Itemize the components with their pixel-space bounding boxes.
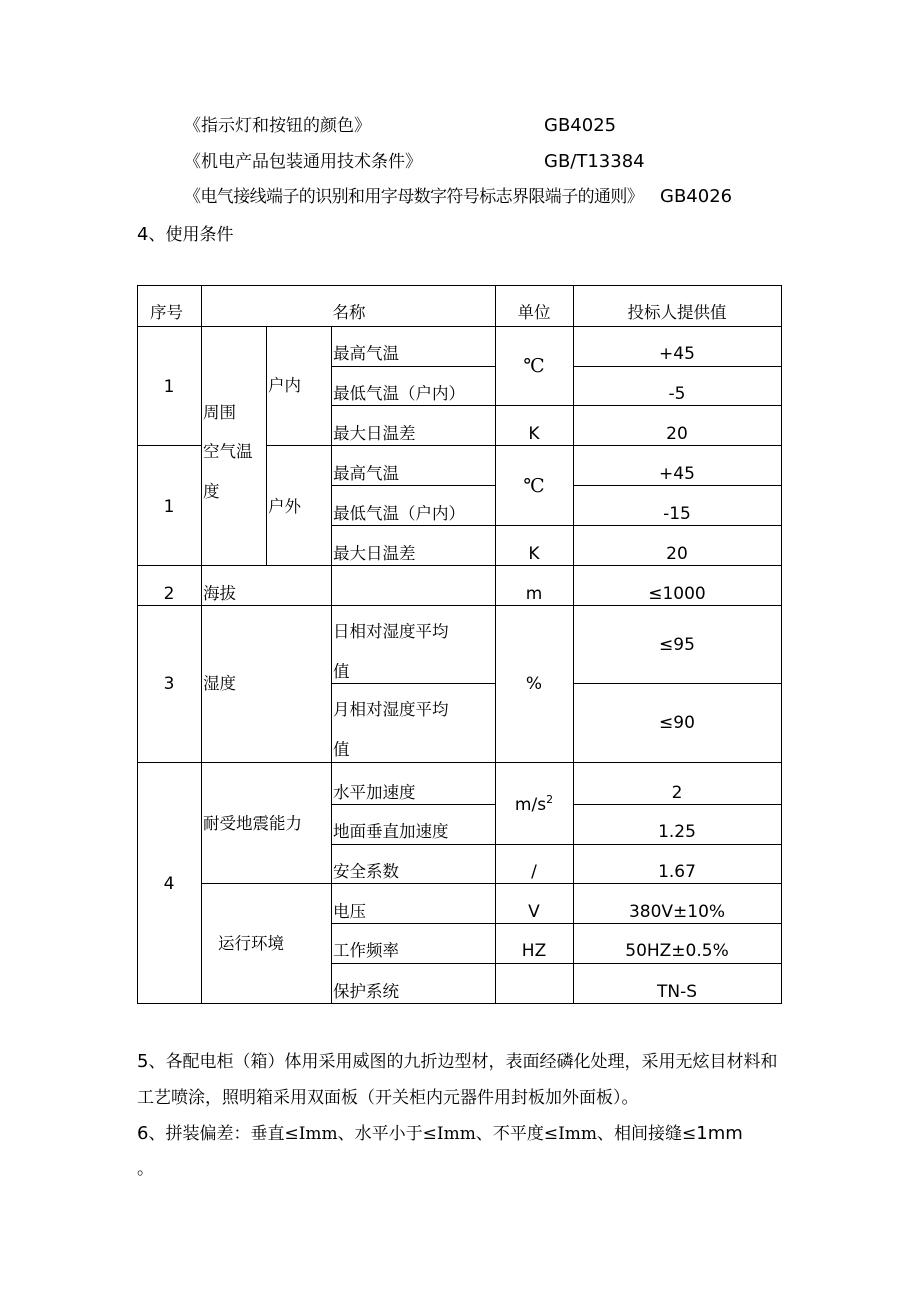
seismic-unit-exponent: 2	[546, 793, 554, 806]
humidity-item-month-b: 值	[333, 740, 350, 759]
indoor-unit-diff: K	[528, 424, 540, 444]
seismic-unit-accel	[515, 795, 553, 815]
header-unit: 单位	[517, 303, 551, 322]
indoor-label: 户内	[268, 376, 301, 395]
indoor-value-diff: 20	[666, 424, 688, 444]
indoor-item-max: 最高气温	[333, 344, 399, 363]
section-6-line2: 。	[137, 1159, 154, 1179]
standard-title-2: 《机电产品包装通用技术条件》	[184, 152, 422, 172]
section-6-tail: 1mm	[696, 1123, 743, 1144]
operation-item-protection: 保护系统	[333, 982, 399, 1001]
outdoor-label: 户外	[268, 497, 301, 516]
outdoor-unit-temp: ℃	[523, 475, 545, 497]
section-4-heading	[137, 224, 233, 246]
seismic-item-safety: 安全系数	[333, 862, 399, 881]
operation-unit-frequency: HZ	[521, 941, 547, 961]
humidity-item-month-a: 月相对湿度平均	[333, 700, 449, 719]
humidity-value-month: ≤90	[659, 713, 695, 733]
seismic-item-vertical: 地面垂直加速度	[333, 822, 449, 841]
outdoor-item-min: 最低气温（户内）	[333, 504, 465, 523]
header-seq: 序号	[150, 303, 183, 322]
outdoor-item-diff: 最大日温差	[333, 544, 416, 563]
section-4-title: 、使用条件	[148, 225, 234, 245]
standard-title-1: 《指示灯和按钮的颜色》	[184, 116, 371, 136]
section-6-number: 6	[137, 1123, 149, 1144]
seismic-unit-safety: /	[531, 862, 537, 882]
section-5-number: 5	[137, 1051, 149, 1072]
conditions-table	[137, 285, 782, 1004]
standard-code-2: GB/T13384	[544, 151, 645, 172]
operation-name: 运行环境	[218, 934, 284, 953]
altitude-value: ≤1000	[648, 584, 706, 604]
section-6-line1	[137, 1123, 743, 1145]
indoor-value-max: +45	[659, 344, 695, 364]
indoor-value-min: -5	[668, 384, 686, 404]
section-4-number: 4	[137, 224, 149, 245]
indoor-item-diff: 最大日温差	[333, 424, 416, 443]
altitude-seq: 2	[163, 584, 175, 604]
section-5-text: 、各配电柜（箱）体用采用威图的九折边型材，表面经磷化处理，采用无炫目材料和	[148, 1052, 778, 1072]
ambient-group-line2: 空气温	[203, 442, 253, 461]
humidity-name: 湿度	[203, 674, 236, 693]
section-5-line1	[137, 1051, 777, 1073]
seismic-value-horizontal: 2	[671, 783, 683, 803]
header-name: 名称	[332, 303, 366, 322]
indoor-unit-temp: ℃	[523, 355, 545, 377]
humidity-seq: 3	[163, 674, 175, 694]
indoor-item-min: 最低气温（户内）	[333, 384, 465, 403]
outdoor-item-max: 最高气温	[333, 464, 399, 483]
seismic-unit-main: m/s	[514, 795, 547, 815]
section-5-line2: 工艺喷涂，照明箱采用双面板（开关柜内元器件用封板加外面板）。	[137, 1088, 639, 1108]
seismic-name: 耐受地震能力	[203, 814, 302, 833]
outdoor-seq: 1	[163, 497, 175, 517]
standard-code-3: GB4026	[660, 186, 733, 207]
operation-item-voltage: 电压	[333, 902, 366, 921]
header-value: 投标人提供值	[627, 303, 727, 322]
outdoor-unit-diff: K	[528, 544, 540, 564]
operation-value-frequency: 50HZ±0.5%	[625, 941, 729, 961]
operation-value-protection: TN-S	[656, 982, 698, 1002]
outdoor-value-diff: 20	[666, 544, 688, 564]
outdoor-value-max: +45	[659, 464, 695, 484]
humidity-item-day-b: 值	[333, 662, 350, 681]
standard-title-3: 《电气接线端子的识别和用字母数字符号标志界限端子的通则》	[184, 187, 644, 207]
operation-item-frequency: 工作频率	[333, 941, 399, 960]
standard-code-1: GB4025	[544, 115, 617, 136]
outdoor-value-min: -15	[663, 504, 691, 524]
section-6-text: 、拼装偏差：垂直≤Imm、水平小于≤Imm、不平度≤Imm、相间接缝≤	[148, 1124, 697, 1144]
humidity-unit: %	[525, 674, 543, 694]
ambient-group-line3: 度	[203, 482, 220, 501]
indoor-seq: 1	[163, 377, 175, 397]
humidity-item-day-a: 日相对湿度平均	[333, 622, 449, 641]
seismic-item-horizontal: 水平加速度	[333, 783, 416, 802]
altitude-unit: m	[525, 584, 543, 604]
seismic-value-vertical: 1.25	[658, 822, 696, 842]
operation-unit-voltage: V	[528, 902, 540, 922]
env-seq: 4	[163, 874, 175, 894]
ambient-group-line1: 周围	[203, 403, 236, 422]
altitude-name: 海拔	[203, 584, 236, 603]
seismic-value-safety: 1.67	[658, 862, 696, 882]
operation-value-voltage: 380V±10%	[628, 902, 726, 922]
humidity-value-day: ≤95	[659, 635, 695, 655]
